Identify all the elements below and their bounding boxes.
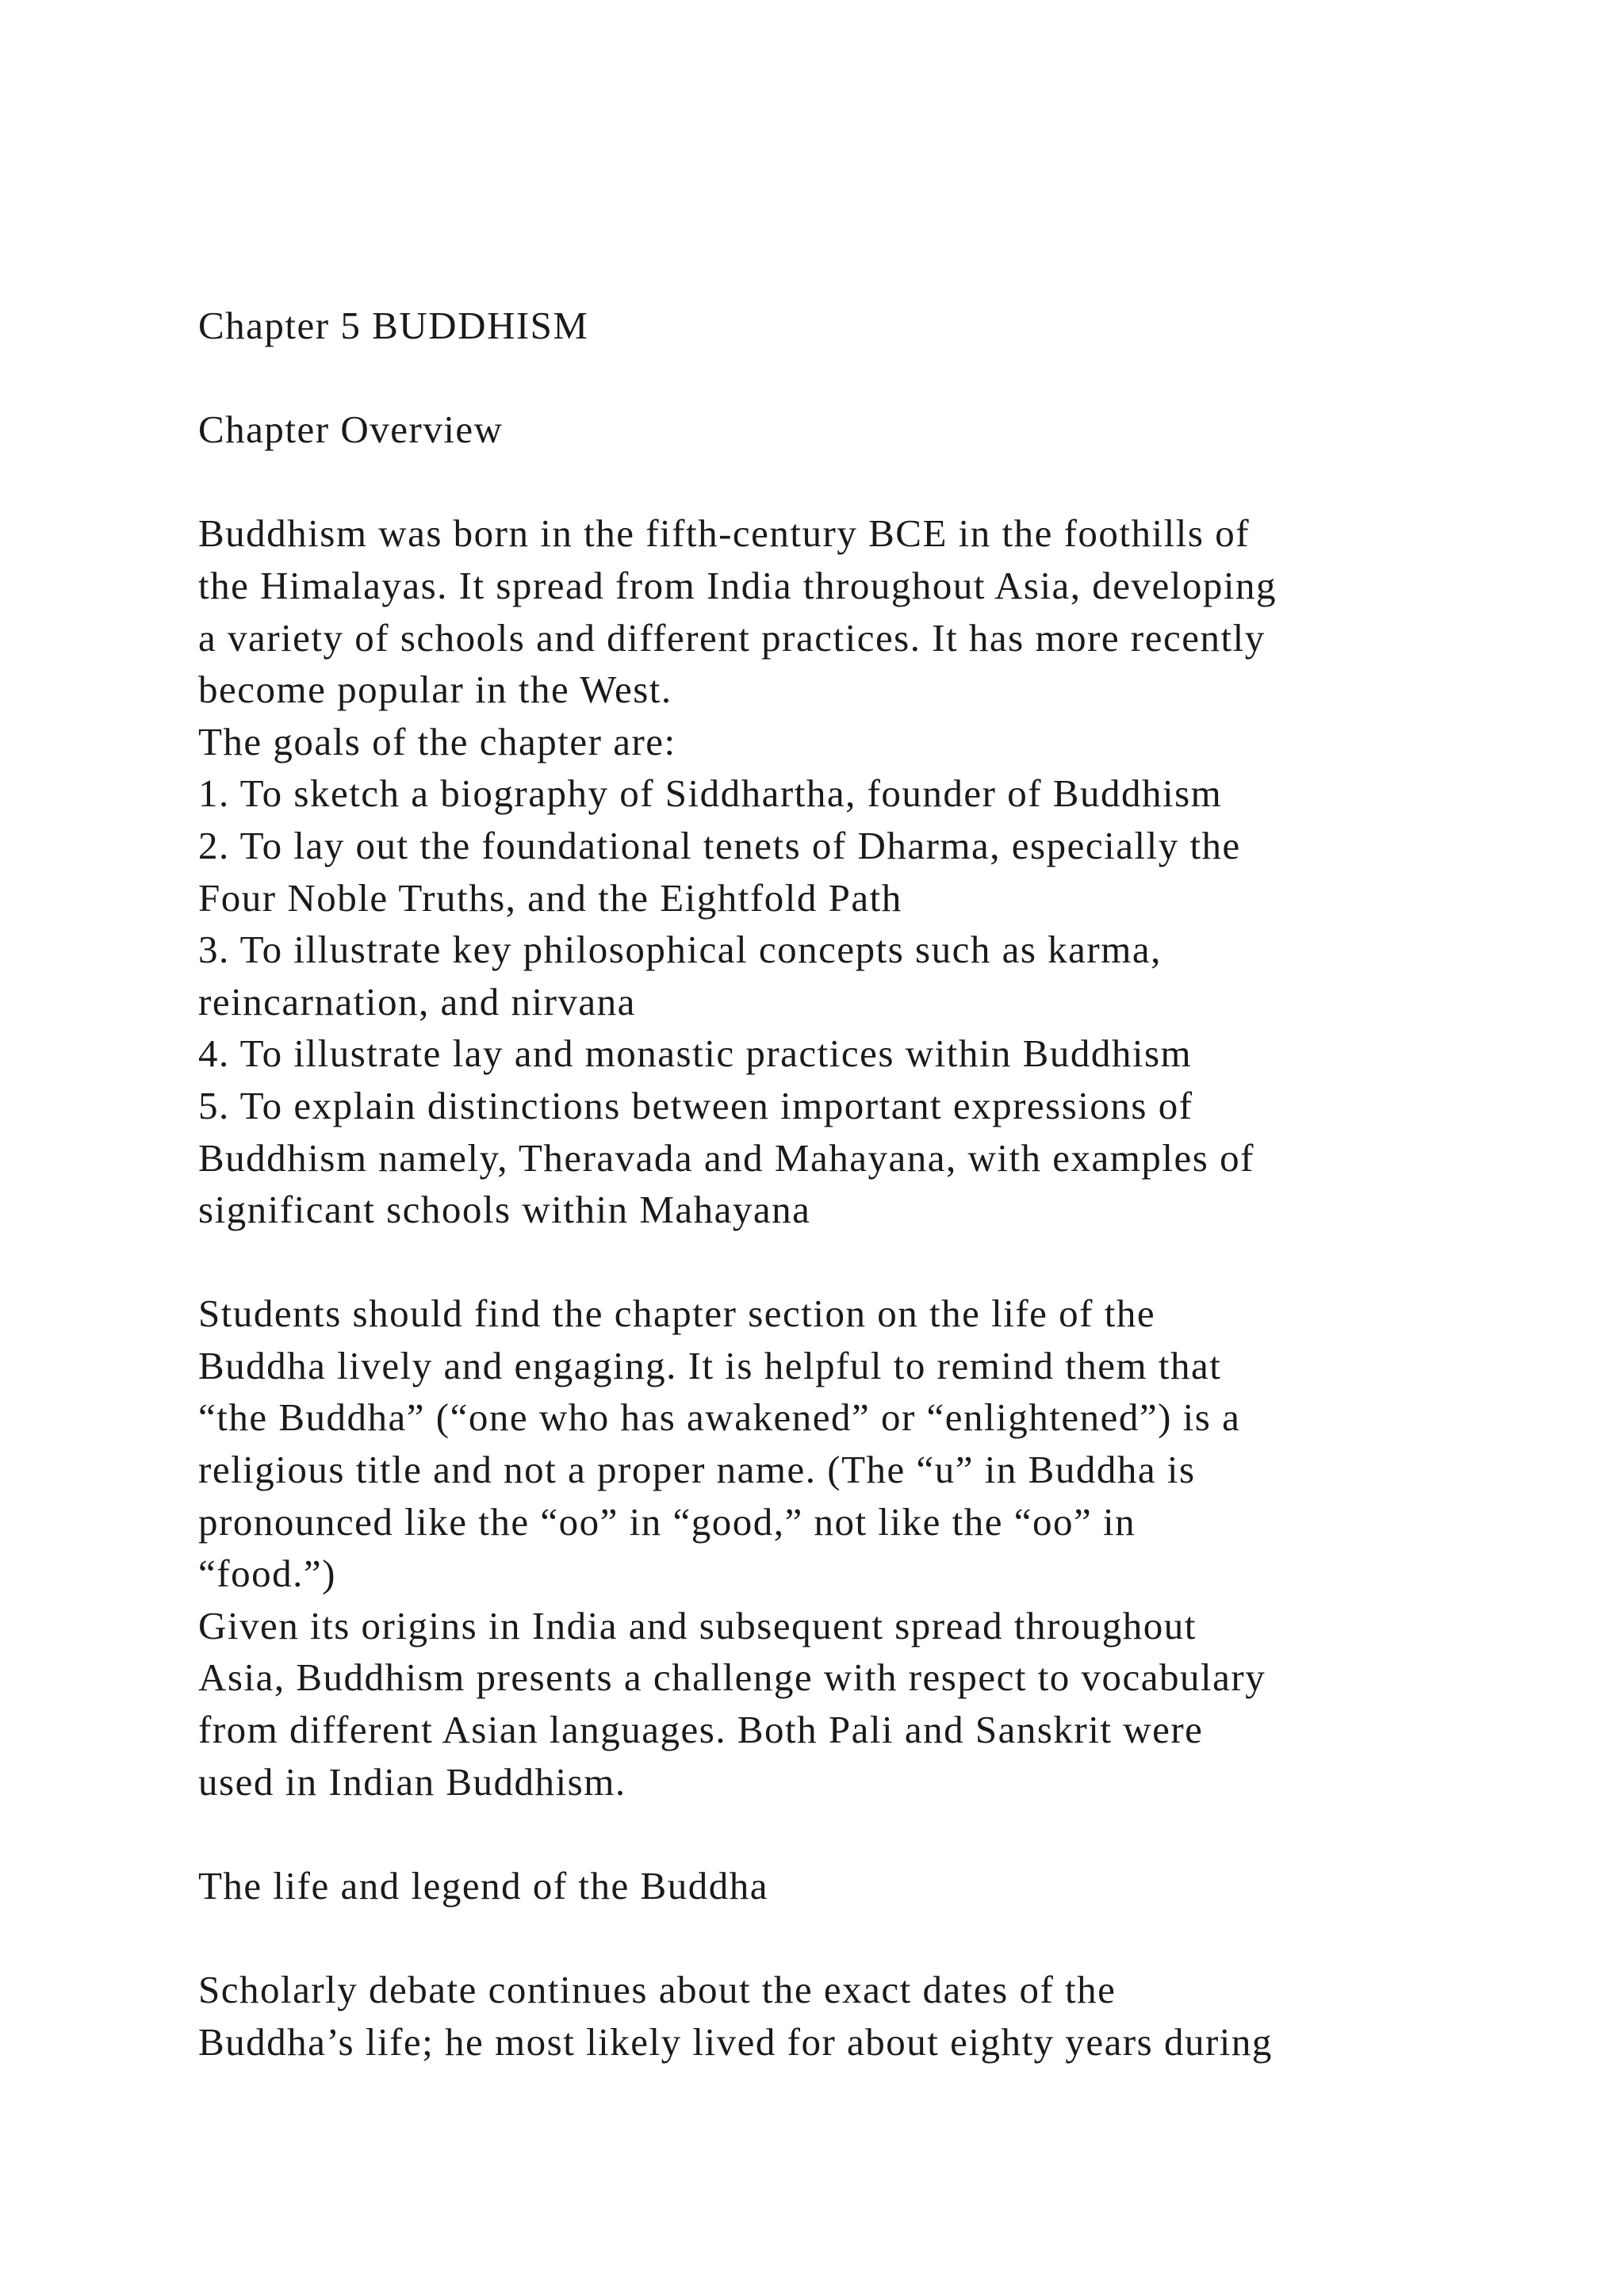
blank-line	[198, 1911, 1546, 1964]
section-heading: The life and legend of the Buddha	[198, 1863, 768, 1908]
section-paragraph	[198, 1964, 1546, 2068]
blank-line	[198, 456, 1546, 508]
text-line: a variety of schools and different practices. It has more recently	[198, 615, 1266, 660]
goal-item-4: 4. To illustrate lay and monastic practices within Buddhism	[198, 1031, 1193, 1076]
goal-item-5: 5. To explain distinctions between important expressions of	[198, 1083, 1193, 1127]
text-line: Students should find the chapter section on the life of the	[198, 1292, 1156, 1336]
goal-item-3-cont: reincarnation, and nirvana	[198, 979, 636, 1024]
text-line: Buddha’s life; he most likely lived for about eighty years during	[198, 2019, 1273, 2064]
blank-line	[198, 1808, 1546, 1860]
goals-intro: The goals of the chapter are:	[198, 719, 676, 763]
text-line: from different Asian languages. Both Pali and Sanskrit were	[198, 1708, 1204, 1752]
text-line: Given its origins in India and subsequent spread throughout	[198, 1603, 1197, 1647]
chapter-title: Chapter 5 BUDDHISM	[198, 304, 589, 347]
goal-item-2: 2. To lay out the foundational tenets of Dharma, especially the	[198, 823, 1241, 867]
text-line: Scholarly debate continues about the exact dates of the	[198, 1968, 1116, 2011]
overview-paragraph	[198, 507, 1546, 1235]
blank-line	[198, 352, 1546, 404]
text-line: Asia, Buddhism presents a challenge with respect to vocabulary	[198, 1655, 1266, 1700]
overview-heading: Chapter Overview	[198, 408, 504, 452]
text-line: the Himalayas. It spread from India throughout Asia, developing	[198, 563, 1277, 607]
goal-item-1: 1. To sketch a biography of Siddhartha, founder of Buddhism	[198, 771, 1223, 816]
goal-item-3: 3. To illustrate key philosophical concepts such as karma,	[198, 928, 1162, 972]
text-line: become popular in the West.	[198, 668, 672, 712]
text-line: used in Indian Buddhism.	[198, 1759, 626, 1804]
text-line: Buddhism was born in the fifth-century BCE in the foothills of	[198, 511, 1251, 556]
document-body	[198, 300, 1546, 2068]
students-paragraph	[198, 1288, 1546, 1808]
text-line: “the Buddha” (“one who has awakened” or “enlightened”) is a	[198, 1395, 1241, 1440]
goal-item-5-cont: significant schools within Mahayana	[198, 1188, 811, 1232]
text-line: Buddha lively and engaging. It is helpful to remind them that	[198, 1343, 1222, 1387]
text-line: pronounced like the “oo” in “good,” not like the “oo” in	[198, 1499, 1136, 1544]
goal-item-5-cont: Buddhism namely, Theravada and Mahayana, with examples of	[198, 1135, 1254, 1180]
goal-item-2-cont: Four Noble Truths, and the Eightfold Path	[198, 875, 902, 920]
text-line: “food.”)	[198, 1552, 336, 1596]
text-line: religious title and not a proper name. (The “u” in Buddha is	[198, 1448, 1196, 1492]
blank-line	[198, 1236, 1546, 1288]
